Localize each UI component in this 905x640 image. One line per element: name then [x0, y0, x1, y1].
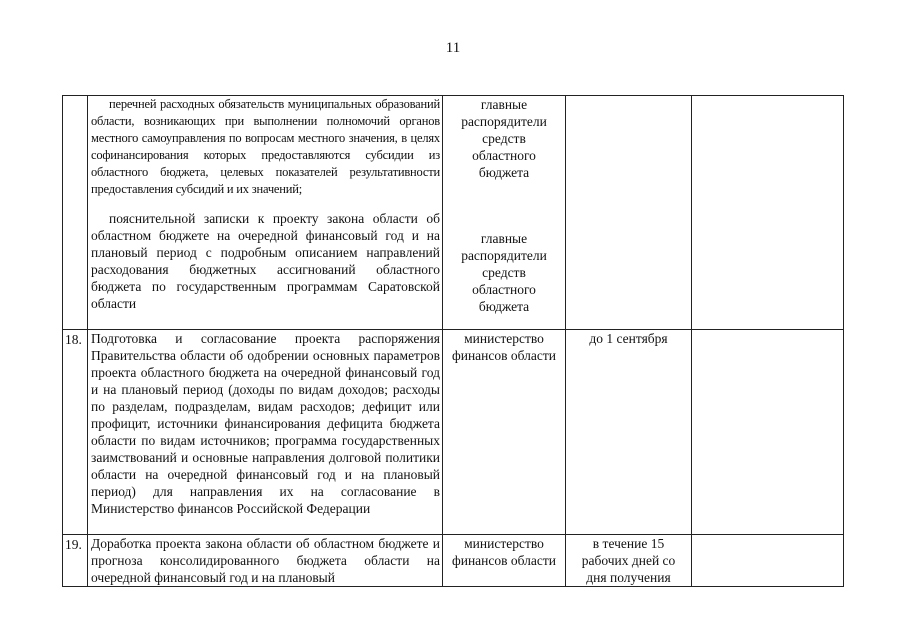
responsible-cell	[443, 535, 566, 587]
term-cell	[566, 535, 692, 587]
responsible-text: главные распорядители средств областного бюджета	[461, 97, 547, 180]
task-paragraph: перечней расходных обязательств муниципальных образований области, возникающих при выполнении полномочий органов местного самоуправления по вопросам местного значения, в целях софинансирования которых предоставляются субсидии из областного бюджета, целевых показателей результативности предоставления субсидий и их значений;	[91, 97, 440, 196]
note-cell	[692, 535, 844, 587]
task-cell	[88, 330, 443, 535]
responsible-cell	[443, 330, 566, 535]
note-cell	[692, 330, 844, 535]
plan-table	[62, 95, 844, 587]
task-cell	[88, 535, 443, 587]
table-row	[63, 96, 844, 330]
responsible-text: главные распорядители средств областного бюджета	[461, 231, 547, 314]
term-cell	[566, 96, 692, 330]
responsible-text: министерство финансов области	[451, 331, 557, 363]
note-cell	[692, 96, 844, 330]
term-text: до 1 сентября	[589, 331, 668, 346]
task-text: Доработка проекта закона области об областном бюджете и прогноза консолидированного бюджета области на очередной финансовый год и на плановый	[91, 536, 440, 585]
table-row	[63, 535, 844, 587]
responsible-text: министерство финансов области	[451, 536, 557, 568]
term-text: в течение 15 рабочих дней со дня получения	[581, 536, 676, 585]
task-text: Подготовка и согласование проекта распоряжения Правительства области об одобрении основных параметров проекта областного бюджета на очередной финансовый год и на плановый период (доходы по видам доходов; расходы по разделам, подразделам, видам расходов; дефицит или профицит, источники финансирования дефицита бюджета области по видам источников; программа государственных заимствований и основные направления долговой политики области на очередной финансовый год и на плановый период) для направления их на согласование в Министерство финансов Российской Федерации	[91, 331, 440, 516]
responsible-cell	[443, 96, 566, 330]
table-row	[63, 330, 844, 535]
row-number-cell: 18.	[63, 330, 88, 535]
row-number-cell: 19.	[63, 535, 88, 587]
page-number: 11	[445, 40, 461, 56]
task-paragraph: пояснительной записки к проекту закона области об областном бюджете на очередной финансовый год и на плановый период с подробным описанием направлений расходования бюджетных ассигнований областного бюджета по государственным программам Саратовской области	[91, 211, 440, 311]
task-cell	[88, 96, 443, 330]
row-number-cell	[63, 96, 88, 330]
term-cell	[566, 330, 692, 535]
